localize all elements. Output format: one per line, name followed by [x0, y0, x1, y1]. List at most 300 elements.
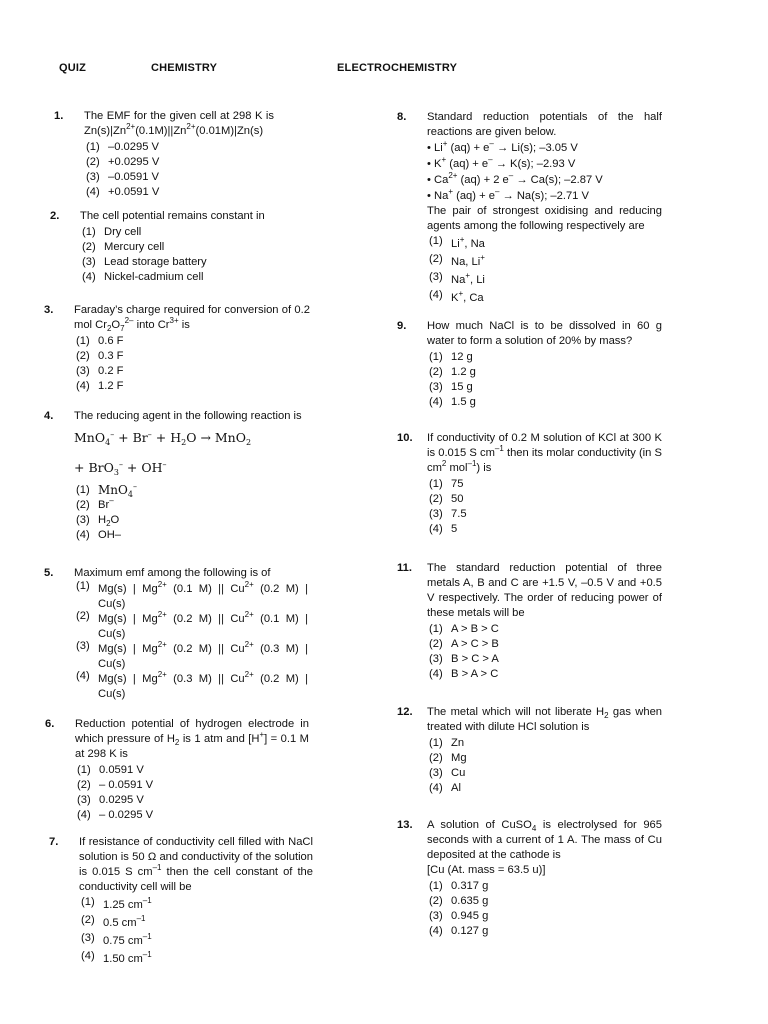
option-text — [99, 808, 309, 823]
text-run: If resistance of conductivity cell filled with NaCl solution is 50 Ω and conductivity of the solution is 0.015 S cm — [79, 836, 313, 878]
option[interactable] — [429, 522, 662, 537]
question-number: 13. — [397, 819, 413, 831]
option[interactable] — [76, 612, 308, 642]
option[interactable] — [429, 637, 662, 652]
option-text — [98, 513, 310, 528]
option-number: (3) — [429, 271, 443, 283]
option-text — [98, 642, 308, 672]
question-13 — [397, 818, 663, 939]
option-number: (2) — [429, 895, 443, 907]
text-run: 0.0591 V — [99, 764, 144, 776]
text-run: (0.3 M) || Cu — [166, 673, 245, 685]
text-run: Lead storage battery — [104, 256, 207, 268]
text-run: MnO — [98, 483, 128, 497]
text-run: ] = 0.1 M at 298 K is — [75, 733, 309, 760]
text-run: 0.635 g — [451, 895, 489, 907]
text-run: Maximum emf among the following is of — [74, 567, 271, 579]
superscript: – — [109, 496, 114, 505]
text-run: H — [98, 514, 107, 526]
option[interactable] — [76, 498, 310, 513]
text-run: The pair of strongest oxidising and reducing agents among the following respectively are — [427, 205, 662, 232]
option[interactable] — [86, 140, 274, 155]
option-number: (3) — [429, 508, 443, 520]
text-run: (0.1 M) || Cu — [166, 583, 245, 595]
option[interactable] — [82, 255, 280, 270]
text-run: 0.75 cm — [103, 935, 143, 947]
option-number: (3) — [429, 381, 443, 393]
question-text — [74, 566, 308, 581]
text-run: (0.1 M) | Cu(s) — [98, 613, 309, 640]
question-text — [75, 717, 309, 762]
superscript: – — [488, 155, 493, 164]
superscript: + — [459, 235, 465, 244]
text-run: Mg(s) | Mg — [98, 613, 158, 625]
option-number: (3) — [77, 794, 91, 806]
text-run: 12 g — [451, 351, 473, 363]
subscript: 4 — [127, 490, 133, 499]
option[interactable] — [429, 879, 662, 894]
question-10 — [397, 431, 662, 537]
text-run: + Br — [114, 430, 148, 445]
text-run: 0.2 F — [98, 365, 124, 377]
option[interactable] — [77, 763, 309, 778]
option[interactable] — [429, 350, 662, 365]
question-number: 11. — [397, 562, 412, 574]
text-run: [Cu (At. mass = 63.5 u)] — [427, 864, 546, 876]
question-number: 5. — [44, 567, 54, 579]
option-text — [98, 379, 310, 394]
option-text — [451, 255, 662, 270]
question-text-cont — [427, 204, 662, 234]
question-number: 4. — [44, 410, 54, 422]
option[interactable] — [76, 349, 310, 364]
option[interactable] — [86, 185, 274, 200]
option-text — [104, 270, 280, 285]
text-run: (0.2 M) | Cu(s) — [98, 673, 309, 700]
option-number: (4) — [81, 950, 95, 962]
option-text — [104, 240, 280, 255]
option-text — [103, 916, 313, 931]
question-number: 9. — [397, 320, 407, 332]
question-text — [74, 303, 310, 333]
superscript: – — [508, 171, 514, 180]
options-list — [76, 334, 310, 394]
text-run: 0.945 g — [451, 910, 489, 922]
option-number: (1) — [429, 351, 443, 363]
superscript: + — [441, 155, 447, 164]
option-number: (4) — [86, 186, 100, 198]
option[interactable] — [76, 334, 310, 349]
text-run: –0.0591 V — [108, 171, 160, 183]
superscript: + — [480, 253, 485, 262]
text-run: • Ca — [427, 174, 449, 186]
option-number: (4) — [82, 271, 96, 283]
option-text — [451, 879, 662, 894]
option[interactable] — [81, 898, 313, 913]
superscript: – — [494, 187, 500, 196]
option-number: (2) — [82, 241, 96, 253]
text-run: → Ca(s); –2.87 V — [513, 174, 603, 186]
text-run: + BrO — [74, 460, 114, 475]
text-run: A > B > C — [451, 623, 499, 635]
option[interactable] — [76, 672, 308, 702]
text-run: Dry cell — [104, 226, 142, 238]
superscript: – — [118, 460, 123, 469]
text-run: If conductivity of 0.2 M solution of KCl at 300 K is 0.015 S cm — [427, 432, 662, 459]
option-text — [98, 672, 308, 702]
option-number: (1) — [76, 335, 90, 347]
superscript: 2– — [124, 316, 134, 325]
option[interactable] — [77, 793, 309, 808]
superscript: – — [132, 482, 137, 491]
text-run: (0.3 M) | Cu(s) — [98, 643, 309, 670]
reaction-equation-line — [74, 454, 310, 482]
option[interactable] — [429, 255, 662, 270]
option-number: (2) — [86, 156, 100, 168]
superscript: + — [259, 730, 265, 739]
superscript: – — [110, 430, 115, 439]
option[interactable] — [81, 916, 313, 931]
option[interactable] — [76, 364, 310, 379]
text-run: – 0.0591 V — [99, 779, 154, 791]
question-11 — [397, 561, 662, 682]
subscript: 7 — [120, 324, 125, 333]
superscript: 2+ — [126, 122, 136, 131]
option-text — [451, 273, 662, 288]
question-text-cont — [427, 863, 662, 878]
option-number: (2) — [429, 253, 443, 265]
subscript: 2 — [181, 438, 187, 447]
subscript: 2 — [106, 324, 112, 333]
option[interactable] — [429, 291, 662, 306]
options-list — [429, 477, 662, 537]
half-reaction — [427, 141, 662, 156]
option-number: (3) — [429, 910, 443, 922]
text-run: 1.2 F — [98, 380, 124, 392]
option-text — [451, 924, 662, 939]
question-number: 2. — [50, 210, 60, 222]
question-text — [79, 835, 313, 895]
option[interactable] — [429, 667, 662, 682]
option[interactable] — [82, 270, 280, 285]
option[interactable] — [429, 652, 662, 667]
text-run: The EMF for the given cell at 298 K is Zn(s)|Zn — [84, 110, 274, 137]
option-text — [108, 170, 274, 185]
option[interactable] — [429, 365, 662, 380]
option-number: (1) — [76, 580, 90, 592]
superscript: 2+ — [157, 610, 167, 619]
option-text — [108, 140, 274, 155]
question-text — [427, 431, 662, 476]
text-run: The standard reduction potential of three metals A, B and C are +1.5 V, –0.5 V and +0.5 V respectively. The order of reducing power of these metals will be — [427, 562, 662, 619]
question-number: 3. — [44, 304, 54, 316]
superscript: –1 — [142, 932, 152, 941]
text-run: (0.2 M) || Cu — [166, 613, 245, 625]
superscript: 2+ — [244, 670, 254, 679]
text-run: (aq) + 2 e — [457, 174, 509, 186]
text-run: A > C > B — [451, 638, 499, 650]
option[interactable] — [82, 225, 280, 240]
option-text — [98, 364, 310, 379]
option[interactable] — [429, 622, 662, 637]
option-text — [451, 380, 662, 395]
question-text — [80, 209, 280, 224]
header-subject: CHEMISTRY — [151, 62, 218, 74]
option-text — [98, 528, 310, 543]
text-run: 1.2 g — [451, 366, 476, 378]
text-run: 0.5 cm — [103, 917, 137, 929]
option-number: (2) — [429, 493, 443, 505]
superscript: 2+ — [244, 610, 254, 619]
option[interactable] — [86, 155, 274, 170]
option[interactable] — [81, 952, 313, 967]
option-text — [451, 894, 662, 909]
option-number: (3) — [86, 171, 100, 183]
text-run: Br — [98, 499, 110, 511]
option-number: (1) — [76, 484, 90, 496]
option-number: (2) — [429, 638, 443, 650]
option-number: (4) — [429, 289, 443, 301]
option[interactable] — [429, 237, 662, 252]
options-list — [429, 350, 662, 410]
option-text — [98, 582, 308, 612]
text-run: 5 — [451, 523, 458, 535]
text-run: Faraday’s charge required for conversion of 0.2 mol Cr — [74, 304, 310, 331]
question-7 — [49, 835, 314, 967]
option-text — [104, 225, 280, 240]
option[interactable] — [429, 894, 662, 909]
option-text — [98, 483, 310, 498]
question-5 — [44, 566, 309, 702]
text-run: + H — [151, 430, 182, 445]
option-text — [98, 498, 310, 513]
option-number: (4) — [77, 809, 91, 821]
option-number: (2) — [429, 366, 443, 378]
option-number: (3) — [76, 365, 90, 377]
text-run: (aq) + e — [453, 190, 495, 202]
option-number: (4) — [76, 380, 90, 392]
text-run: 0.0295 V — [99, 794, 144, 806]
option[interactable] — [429, 751, 662, 766]
text-run: – 0.0295 V — [99, 809, 154, 821]
text-run: → K(s); –2.93 V — [492, 158, 576, 170]
text-run: ) is — [476, 462, 492, 474]
text-run: , Li — [469, 274, 485, 286]
question-number: 1. — [54, 110, 64, 122]
superscript: 2+ — [448, 171, 458, 180]
half-reaction — [427, 189, 662, 204]
superscript: 2+ — [157, 640, 167, 649]
option[interactable] — [76, 582, 308, 612]
text-run: 1.5 g — [451, 396, 476, 408]
text-run: Na — [451, 274, 466, 286]
text-run: 75 — [451, 478, 464, 490]
question-6 — [45, 717, 309, 823]
option-text — [99, 793, 309, 808]
option-number: (2) — [429, 752, 443, 764]
superscript: + — [465, 271, 470, 280]
text-run: Na, Li — [451, 256, 481, 268]
subscript: 2 — [245, 438, 252, 447]
text-run: Cu — [451, 767, 466, 779]
option[interactable] — [429, 909, 662, 924]
text-run: , Na — [464, 238, 485, 250]
question-number: 12. — [397, 706, 413, 718]
option-number: (4) — [429, 782, 443, 794]
subscript: 3 — [113, 468, 119, 477]
option[interactable] — [429, 507, 662, 522]
subscript: 4 — [105, 438, 111, 447]
superscript: – — [162, 460, 167, 469]
superscript: –1 — [136, 914, 146, 923]
text-run: Mercury cell — [104, 241, 165, 253]
text-run: (aq) + e — [447, 142, 490, 154]
option-number: (1) — [429, 235, 443, 247]
subscript: 2 — [174, 738, 180, 747]
subscript: 2 — [604, 711, 609, 720]
superscript: – — [489, 139, 494, 148]
question-text — [427, 110, 662, 140]
options-list — [76, 582, 308, 702]
option-text — [99, 763, 309, 778]
option[interactable] — [429, 924, 662, 939]
option-text — [451, 637, 662, 652]
option[interactable] — [429, 766, 662, 781]
option-text — [103, 898, 313, 913]
option[interactable] — [429, 736, 662, 751]
question-9 — [397, 319, 662, 410]
question-text — [427, 818, 662, 863]
text-run: → Na(s); –2.71 V — [499, 190, 589, 202]
superscript: + — [442, 139, 448, 148]
text-run: Mg — [451, 752, 467, 764]
option-number: (4) — [76, 670, 90, 682]
question-text — [84, 109, 274, 139]
text-run: B > A > C — [451, 668, 499, 680]
superscript: –1 — [142, 950, 152, 959]
text-run: The metal which will not liberate H — [427, 706, 605, 718]
option[interactable] — [429, 380, 662, 395]
text-run: (0.1M)||Zn — [135, 125, 187, 137]
question-text — [427, 705, 662, 735]
question-text — [427, 319, 662, 349]
text-run: K — [451, 292, 459, 304]
superscript: –1 — [152, 863, 162, 872]
option-text — [451, 781, 662, 796]
superscript: 2 — [441, 459, 447, 468]
text-run: • K — [427, 158, 442, 170]
option-text — [451, 751, 662, 766]
option[interactable] — [77, 808, 309, 823]
option[interactable] — [429, 492, 662, 507]
text-run: Mg(s) | Mg — [98, 583, 158, 595]
option-number: (4) — [76, 529, 90, 541]
option-text — [98, 334, 310, 349]
option-number: (3) — [76, 640, 90, 652]
option-text — [451, 667, 662, 682]
option[interactable] — [76, 642, 308, 672]
text-run: MnO — [74, 430, 106, 445]
text-run: –0.0295 V — [108, 141, 160, 153]
question-4 — [44, 409, 310, 543]
text-run: is — [178, 319, 190, 331]
option[interactable] — [86, 170, 274, 185]
option-text — [451, 736, 662, 751]
option-number: (4) — [429, 925, 443, 937]
option[interactable] — [82, 240, 280, 255]
option[interactable] — [76, 379, 310, 394]
text-run: , Ca — [463, 292, 484, 304]
text-run: gas when treated with dilute HCl solution is — [427, 706, 663, 733]
option[interactable] — [429, 273, 662, 288]
option[interactable] — [429, 395, 662, 410]
text-run: (aq) + e — [446, 158, 489, 170]
options-list — [76, 483, 310, 543]
option[interactable] — [76, 513, 310, 528]
option-number: (4) — [429, 523, 443, 535]
text-run: 0.3 F — [98, 350, 124, 362]
option-number: (3) — [76, 514, 90, 526]
text-run: + OH — [122, 460, 163, 475]
option-text — [108, 155, 274, 170]
text-run: 0.127 g — [451, 925, 489, 937]
option[interactable] — [429, 781, 662, 796]
half-reaction — [427, 157, 662, 172]
question-12 — [397, 705, 663, 796]
option-text — [451, 291, 662, 306]
option-number: (1) — [429, 623, 443, 635]
superscript: –1 — [494, 444, 504, 453]
text-run: 50 — [451, 493, 464, 505]
option-number: (1) — [429, 737, 443, 749]
option[interactable] — [76, 528, 310, 543]
text-run: Nickel-cadmium cell — [104, 271, 204, 283]
option[interactable] — [429, 477, 662, 492]
half-reaction — [427, 173, 662, 188]
question-number: 8. — [397, 111, 407, 123]
text-run: The reducing agent in the following reaction is — [74, 410, 302, 422]
question-text — [427, 561, 662, 621]
option-number: (1) — [82, 226, 96, 238]
text-run: +0.0295 V — [108, 156, 160, 168]
option-number: (1) — [429, 880, 443, 892]
options-list — [429, 879, 662, 939]
option-number: (2) — [76, 499, 90, 511]
option[interactable] — [81, 934, 313, 949]
option-text — [451, 652, 662, 667]
option-text — [103, 934, 313, 949]
superscript: 2+ — [157, 580, 167, 589]
option[interactable] — [77, 778, 309, 793]
superscript: 2+ — [186, 122, 196, 131]
option-number: (2) — [77, 779, 91, 791]
text-run: How much NaCl is to be dissolved in 60 g water to form a solution of 20% by mass? — [427, 320, 662, 347]
text-run: Standard reduction potentials of the half reactions are given below. — [427, 111, 662, 138]
options-list — [81, 898, 313, 967]
question-number: 6. — [45, 718, 55, 730]
text-run: Li — [451, 238, 460, 250]
superscript: + — [458, 289, 464, 298]
option-text — [451, 766, 662, 781]
option-number: (4) — [429, 396, 443, 408]
option-text — [451, 622, 662, 637]
text-run: • Na — [427, 190, 449, 202]
text-run: O — [110, 514, 120, 526]
question-8 — [397, 110, 662, 306]
text-run: • Li — [427, 142, 443, 154]
option-text — [98, 612, 308, 642]
options-list — [77, 763, 309, 823]
